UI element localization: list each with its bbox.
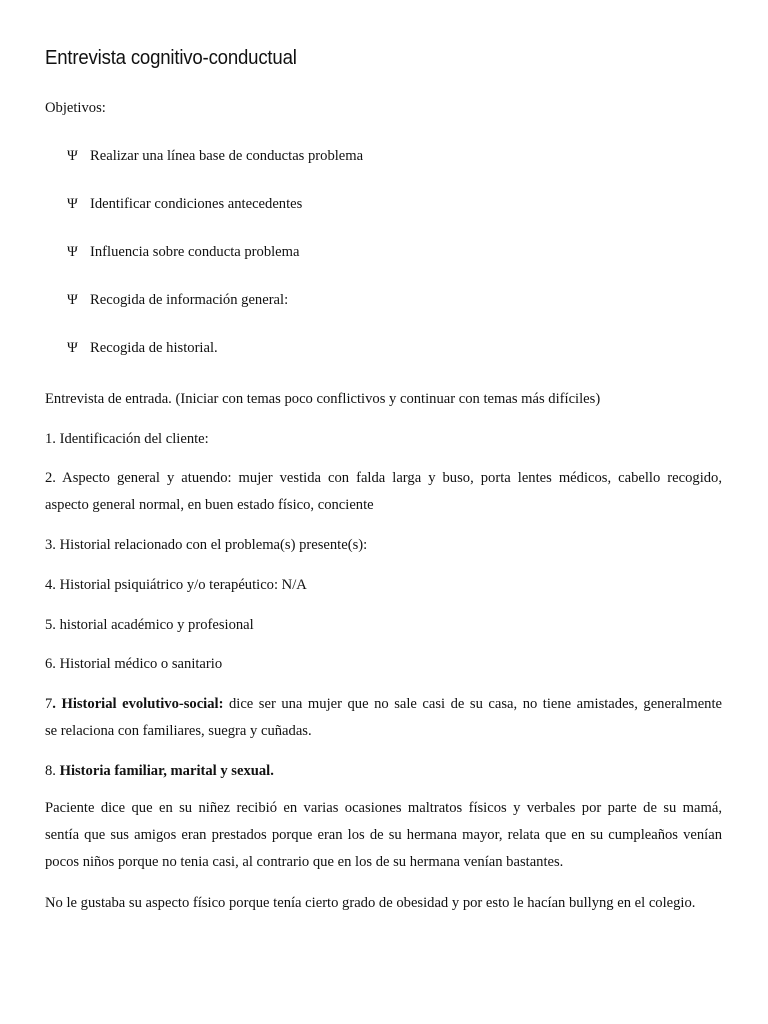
objectives-label: Objetivos: — [45, 100, 106, 116]
item-social-history — [45, 691, 722, 745]
item-medical-history: 6. Historial médico o sanitario — [45, 656, 223, 672]
item-heading: Historia familiar, marital y sexual. — [59, 763, 274, 779]
document-title: Entrevista cognitivo-conductual — [45, 47, 297, 69]
item-family-history — [45, 763, 274, 780]
entry-interview-line: Entrevista de entrada. (Iniciar con temas poco conflictivos y continuar con temas más difíciles) — [45, 391, 601, 407]
item-problem-history: 3. Historial relacionado con el problema(s) presente(s): — [45, 537, 368, 553]
item-text: dice ser una mujer que no sale casi de su casa, no tiene amistades, generalmente — [223, 696, 722, 712]
item-number: 7 — [45, 696, 53, 712]
item-general-appearance — [45, 465, 722, 519]
paragraph-line: sentía que sus amigos eran prestados porque eran los de su hermana mayor, relata que en su cumpleaños venían — [45, 827, 722, 843]
item-academic-history: 5. historial académico y profesional — [45, 617, 254, 633]
objective-text: Influencia sobre conducta problema — [90, 244, 300, 260]
narrative-paragraph — [45, 795, 722, 876]
item-number: 8. — [45, 763, 60, 779]
narrative-paragraph: No le gustaba su aspecto físico porque tenía cierto grado de obesidad y por esto le hacían bullyng en el colegio. — [45, 895, 696, 911]
objective-text: Realizar una línea base de conductas problema — [90, 148, 364, 164]
objective-text: Recogida de historial. — [90, 340, 218, 356]
paragraph-line: pocos niños porque no tenia casi, al contrario que en los de su hermana venían bastantes. — [45, 854, 564, 870]
objective-item — [67, 292, 288, 309]
paragraph-line: 2. Aspecto general y atuendo: mujer vestida con falda larga y buso, porta lentes médicos, cabello recogido, — [45, 470, 722, 486]
item-heading: . Historial evolutivo-social: — [52, 696, 224, 712]
psi-bullet-icon: Ψ — [67, 340, 78, 356]
paragraph-line: Paciente dice que en su niñez recibió en varias ocasiones maltratos físicos y verbales por parte de su mamá, — [45, 800, 722, 816]
paragraph-line: se relaciona con familiares, suegra y cuñadas. — [45, 723, 312, 739]
objective-item — [67, 196, 302, 213]
item-client-identification: 1. Identificación del cliente: — [45, 431, 209, 447]
objective-text: Identificar condiciones antecedentes — [90, 196, 303, 212]
paragraph-line: aspecto general normal, en buen estado físico, conciente — [45, 497, 374, 513]
objective-text: Recogida de información general: — [90, 292, 289, 308]
objective-item — [67, 340, 218, 357]
objective-item — [67, 148, 363, 165]
psi-bullet-icon: Ψ — [67, 292, 78, 308]
paragraph-line — [45, 691, 722, 718]
objective-item — [67, 244, 300, 261]
psi-bullet-icon: Ψ — [67, 148, 78, 164]
psi-bullet-icon: Ψ — [67, 244, 78, 260]
item-psychiatric-history: 4. Historial psiquiátrico y/o terapéutico: N/A — [45, 577, 307, 593]
psi-bullet-icon: Ψ — [67, 196, 78, 212]
